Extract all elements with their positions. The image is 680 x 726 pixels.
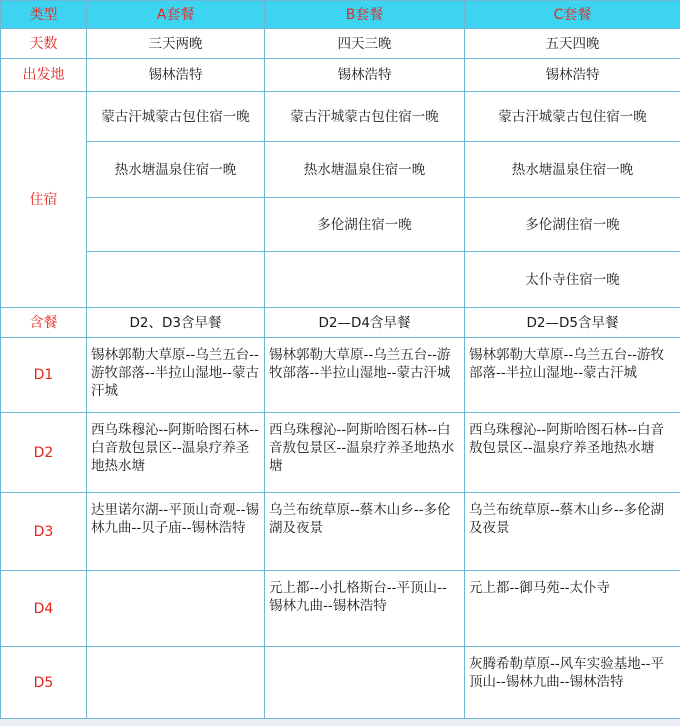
departure-label: 出发地 xyxy=(1,59,87,92)
itinerary-d3-c: 乌兰布统草原--蔡木山乡--多伦湖及夜景 xyxy=(465,493,680,571)
lodging-3-c: 多伦湖住宿一晚 xyxy=(465,198,680,252)
lodging-row-2 xyxy=(1,142,680,198)
itinerary-d4-c: 元上都--御马苑--太仆寺 xyxy=(465,571,680,647)
itinerary-d1-a: 锡林郭勒大草原--乌兰五台--游牧部落--半拉山湿地--蒙古汗城 xyxy=(87,338,265,413)
itinerary-d1-c: 锡林郭勒大草原--乌兰五台--游牧部落--半拉山湿地--蒙古汗城 xyxy=(465,338,680,413)
itinerary-row-d2 xyxy=(1,413,680,493)
day-label-d3: D3 xyxy=(1,493,87,571)
header-package-c: C套餐 xyxy=(465,1,680,29)
header-package-a: A套餐 xyxy=(87,1,265,29)
header-type: 类型 xyxy=(1,1,87,29)
itinerary-d4-b: 元上都--小扎格斯台--平顶山--锡林九曲--锡林浩特 xyxy=(265,571,465,647)
departure-c: 锡林浩特 xyxy=(465,59,680,92)
day-label-d4: D4 xyxy=(1,571,87,647)
meals-row xyxy=(1,308,680,338)
lodging-1-c: 蒙古汗城蒙古包住宿一晚 xyxy=(465,92,680,142)
lodging-3-b: 多伦湖住宿一晚 xyxy=(265,198,465,252)
itinerary-d2-c: 西乌珠穆沁--阿斯哈图石林--白音敖包景区--温泉疗养圣地热水塘 xyxy=(465,413,680,493)
departure-row xyxy=(1,59,680,92)
itinerary-d4-a xyxy=(87,571,265,647)
day-label-d5: D5 xyxy=(1,647,87,719)
days-a: 三天两晚 xyxy=(87,29,265,59)
itinerary-row-d5 xyxy=(1,647,680,719)
itinerary-d5-b xyxy=(265,647,465,719)
lodging-4-a xyxy=(87,252,265,308)
meals-label: 含餐 xyxy=(1,308,87,338)
lodging-3-a xyxy=(87,198,265,252)
lodging-2-c: 热水塘温泉住宿一晚 xyxy=(465,142,680,198)
itinerary-d1-b: 锡林郭勒大草原--乌兰五台--游牧部落--半拉山湿地--蒙古汗城 xyxy=(265,338,465,413)
lodging-label: 住宿 xyxy=(1,92,87,308)
header-package-b: B套餐 xyxy=(265,1,465,29)
itinerary-row-d1 xyxy=(1,338,680,413)
meals-a: D2、D3含早餐 xyxy=(87,308,265,338)
lodging-1-a: 蒙古汗城蒙古包住宿一晚 xyxy=(87,92,265,142)
lodging-row-1 xyxy=(1,92,680,142)
meals-b: D2—D4含早餐 xyxy=(265,308,465,338)
itinerary-row-d4 xyxy=(1,571,680,647)
lodging-4-b xyxy=(265,252,465,308)
itinerary-d2-b: 西乌珠穆沁--阿斯哈图石林--白音敖包景区--温泉疗养圣地热水塘 xyxy=(265,413,465,493)
days-c: 五天四晚 xyxy=(465,29,680,59)
itinerary-d5-a xyxy=(87,647,265,719)
header-row xyxy=(1,1,680,29)
lodging-1-b: 蒙古汗城蒙古包住宿一晚 xyxy=(265,92,465,142)
days-label: 天数 xyxy=(1,29,87,59)
days-row xyxy=(1,29,680,59)
lodging-2-b: 热水塘温泉住宿一晚 xyxy=(265,142,465,198)
itinerary-d3-a: 达里诺尔湖--平顶山奇观--锡林九曲--贝子庙--锡林浩特 xyxy=(87,493,265,571)
lodging-4-c: 太仆寺住宿一晚 xyxy=(465,252,680,308)
itinerary-row-d3 xyxy=(1,493,680,571)
lodging-row-4 xyxy=(1,252,680,308)
lodging-row-3 xyxy=(1,198,680,252)
departure-a: 锡林浩特 xyxy=(87,59,265,92)
days-b: 四天三晚 xyxy=(265,29,465,59)
itinerary-d5-c: 灰腾希勒草原--风车实验基地--平顶山--锡林九曲--锡林浩特 xyxy=(465,647,680,719)
itinerary-d3-b: 乌兰布统草原--蔡木山乡--多伦湖及夜景 xyxy=(265,493,465,571)
day-label-d2: D2 xyxy=(1,413,87,493)
lodging-2-a: 热水塘温泉住宿一晚 xyxy=(87,142,265,198)
meals-c: D2—D5含早餐 xyxy=(465,308,680,338)
day-label-d1: D1 xyxy=(1,338,87,413)
departure-b: 锡林浩特 xyxy=(265,59,465,92)
itinerary-d2-a: 西乌珠穆沁--阿斯哈图石林--白音敖包景区--温泉疗养圣地热水塘 xyxy=(87,413,265,493)
